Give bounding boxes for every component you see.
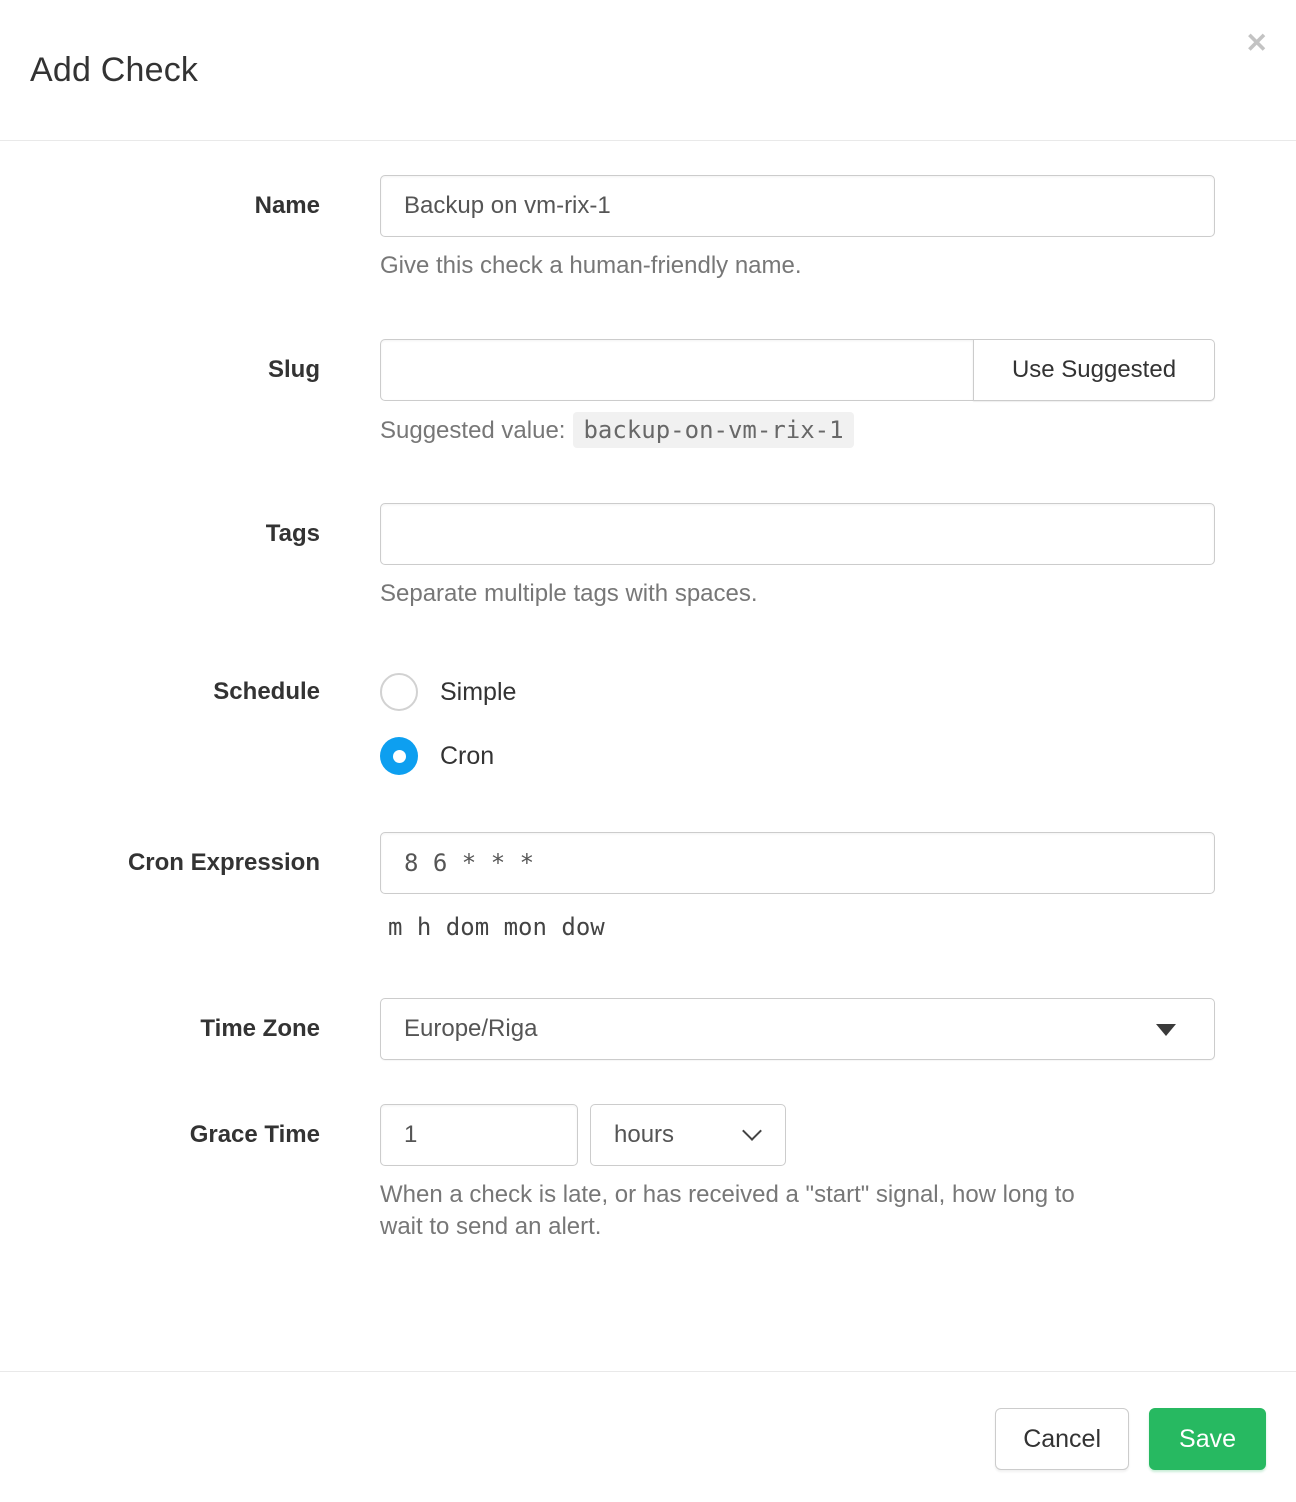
timezone-selected-value: Europe/Riga <box>404 1014 538 1042</box>
chevron-down-icon <box>742 1121 762 1141</box>
caret-down-icon <box>1156 1024 1176 1036</box>
cron-expression-input[interactable] <box>380 832 1215 894</box>
grace-time-unit-select[interactable] <box>590 1104 786 1166</box>
name-field-group <box>0 175 1296 282</box>
grace-time-help-text <box>380 1179 1215 1244</box>
cancel-button[interactable]: Cancel <box>995 1408 1129 1470</box>
radio-unchecked-icon[interactable] <box>380 673 418 711</box>
schedule-option-simple[interactable] <box>380 672 1215 712</box>
cron-field-group <box>0 832 1296 943</box>
grace-time-unit-value: hours <box>614 1120 675 1148</box>
grace-help-line-1: When a check is late, or has received a "start" signal, how long to <box>380 1180 1075 1208</box>
save-button[interactable]: Save <box>1149 1408 1266 1470</box>
page-title: Add Check <box>30 50 199 89</box>
timezone-field-group <box>0 998 1296 1060</box>
schedule-label: Schedule <box>213 678 320 706</box>
tags-help-text: Separate multiple tags with spaces. <box>380 579 758 607</box>
name-help-text: Give this check a human-friendly name. <box>380 252 802 279</box>
grace-time-label: Grace Time <box>189 1120 320 1148</box>
slug-input[interactable] <box>380 339 973 401</box>
schedule-option-cron[interactable] <box>380 736 1215 776</box>
modal-header <box>0 0 1296 141</box>
cron-help-text: m h dom mon dow <box>388 913 605 942</box>
name-label: Name <box>254 192 320 219</box>
close-icon[interactable]: ✕ <box>1245 28 1268 58</box>
slug-help-text <box>380 414 1215 447</box>
grace-time-value-input[interactable] <box>380 1104 578 1166</box>
slug-field-group <box>0 339 1296 447</box>
timezone-select[interactable] <box>380 998 1215 1060</box>
tags-label: Tags <box>265 519 320 547</box>
slug-label: Slug <box>268 356 320 384</box>
name-input[interactable] <box>380 175 1215 237</box>
grace-help-line-2: wait to send an alert. <box>380 1212 602 1240</box>
schedule-option-cron-label: Cron <box>440 741 495 770</box>
modal-footer <box>0 1371 1296 1502</box>
suggested-value-prefix: Suggested value: <box>380 417 566 445</box>
radio-checked-icon[interactable] <box>380 737 418 775</box>
tags-field-group <box>0 503 1296 610</box>
suggested-value-code: backup-on-vm-rix-1 <box>573 412 853 448</box>
tags-input[interactable] <box>380 503 1215 565</box>
cron-expression-label: Cron Expression <box>127 849 320 877</box>
add-check-form <box>0 141 1296 1371</box>
schedule-field-group <box>0 672 1296 776</box>
grace-time-field-group <box>0 1104 1296 1244</box>
use-suggested-button[interactable]: Use Suggested <box>973 339 1215 401</box>
timezone-label: Time Zone <box>200 1014 320 1042</box>
schedule-option-simple-label: Simple <box>440 677 517 706</box>
